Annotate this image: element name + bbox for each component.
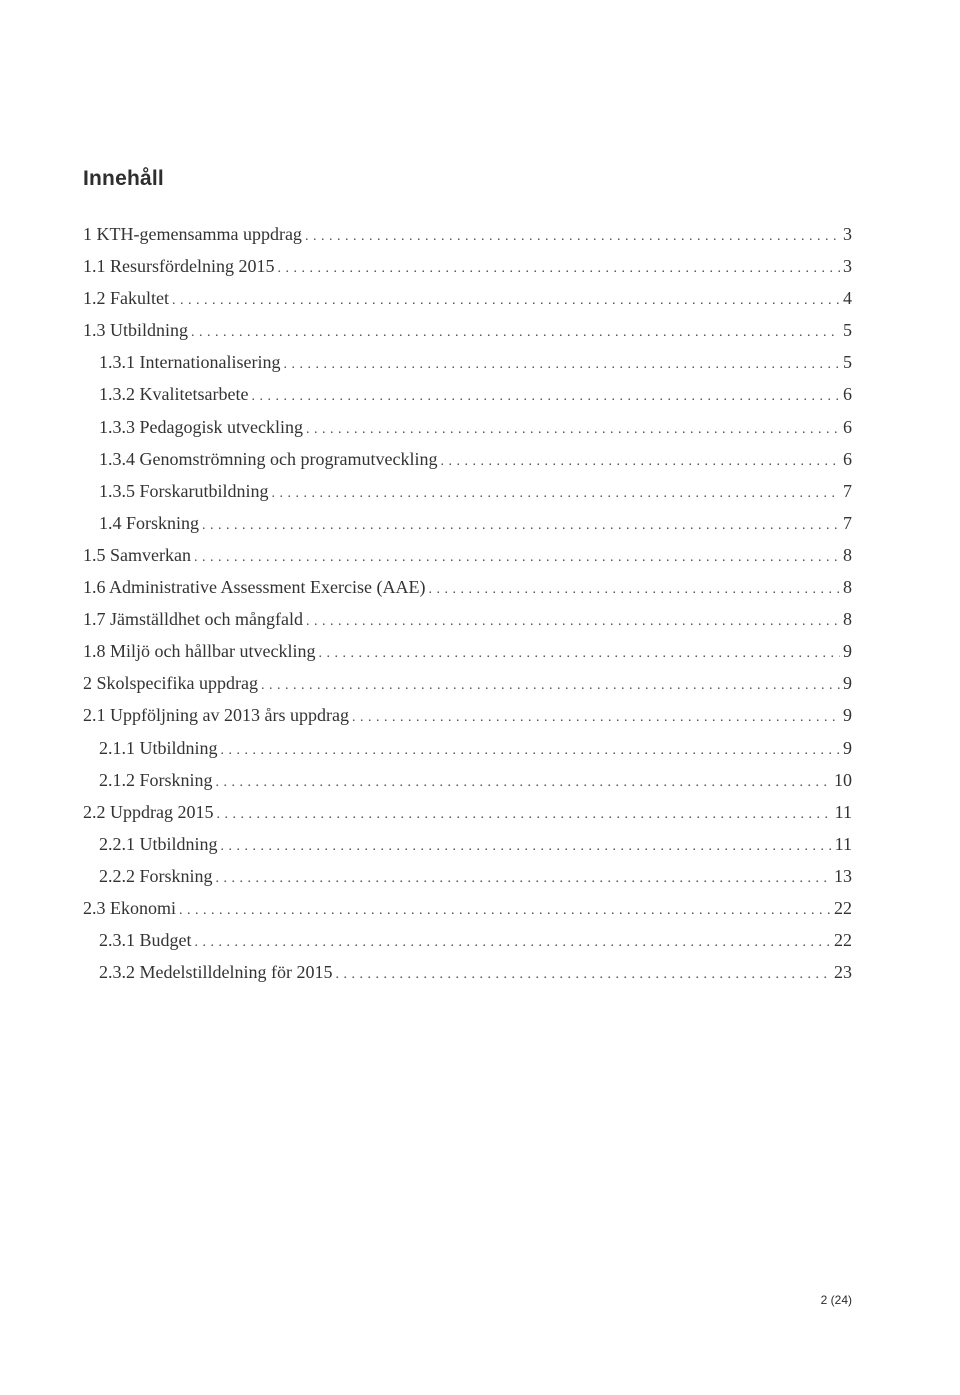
dot-leader — [191, 325, 840, 341]
toc-entry-page-number: 9 — [843, 705, 852, 726]
dot-leader — [318, 646, 840, 662]
toc-entry-page-number: 9 — [843, 737, 852, 758]
toc-entry[interactable] — [0, 599, 960, 631]
toc-entry-label: 1.3.2 Kvalitetsarbete — [99, 384, 249, 405]
toc-entry-page-number: 5 — [843, 352, 852, 373]
toc-entry[interactable] — [0, 471, 960, 503]
dot-leader — [202, 518, 840, 534]
toc-entry[interactable] — [0, 824, 960, 856]
dot-leader — [352, 710, 840, 726]
toc-heading: Innehåll — [83, 167, 164, 190]
dot-leader — [221, 839, 832, 855]
toc-entry-page-number: 8 — [843, 544, 852, 565]
toc-entry[interactable] — [0, 310, 960, 342]
dot-leader — [194, 550, 840, 566]
toc-entry[interactable] — [0, 663, 960, 695]
toc-entry-label: 1.4 Forskning — [99, 512, 200, 533]
toc-entry-page-number: 6 — [843, 448, 852, 469]
toc-entry[interactable] — [0, 856, 960, 888]
toc-entry[interactable] — [0, 407, 960, 439]
table-of-contents — [0, 214, 960, 984]
toc-entry-label: 1.3.1 Internationalisering — [99, 352, 281, 373]
toc-entry-label: 2.3.1 Budget — [99, 930, 192, 951]
dot-leader — [216, 775, 831, 791]
toc-entry-page-number: 7 — [843, 480, 852, 501]
toc-entry-page-number: 3 — [843, 256, 852, 277]
toc-entry-label: 1.1 Resursfördelning 2015 — [83, 256, 275, 277]
toc-entry-page-number: 6 — [843, 416, 852, 437]
toc-entry-label: 1.3.5 Forskarutbildning — [99, 480, 269, 501]
dot-leader — [440, 454, 840, 470]
toc-entry-label: 2.1 Uppföljning av 2013 års uppdrag — [83, 705, 349, 726]
toc-entry[interactable] — [0, 278, 960, 310]
toc-entry-label: 2.3 Ekonomi — [83, 897, 176, 918]
toc-entry-page-number: 7 — [843, 512, 852, 533]
toc-entry-label: 1.6 Administrative Assessment Exercise (AAE) — [83, 577, 426, 598]
dot-leader — [179, 903, 831, 919]
dot-leader — [306, 422, 840, 438]
toc-entry[interactable] — [0, 342, 960, 374]
dot-leader — [172, 293, 840, 309]
toc-entry-label: 2.2 Uppdrag 2015 — [83, 801, 214, 822]
page-number: 2 (24) — [820, 1293, 852, 1307]
toc-entry-page-number: 9 — [843, 673, 852, 694]
dot-leader — [335, 967, 831, 983]
toc-entry-label: 1.3 Utbildning — [83, 320, 189, 341]
toc-entry-page-number: 13 — [834, 865, 852, 886]
toc-entry-page-number: 8 — [843, 609, 852, 630]
toc-entry-label: 2.2.2 Forskning — [99, 865, 213, 886]
toc-entry-label: 1.2 Fakultet — [83, 288, 169, 309]
toc-entry-label: 2.1.2 Forskning — [99, 769, 213, 790]
toc-entry-page-number: 3 — [843, 224, 852, 244]
toc-entry-label: 1.3.4 Genomströmning och programutveckling — [99, 448, 438, 469]
toc-entry-label: 1.5 Samverkan — [83, 544, 191, 565]
dot-leader — [305, 229, 840, 245]
toc-entry[interactable] — [0, 631, 960, 663]
toc-entry-page-number: 11 — [834, 801, 852, 822]
toc-entry-page-number: 10 — [834, 769, 852, 790]
dot-leader — [251, 389, 840, 405]
toc-entry[interactable] — [0, 952, 960, 984]
dot-leader — [283, 357, 840, 373]
toc-entry-label: 2.3.2 Medelstilldelning för 2015 — [99, 962, 333, 983]
toc-entry[interactable] — [0, 246, 960, 278]
toc-entry-label: 1 KTH-gemensamma uppdrag — [83, 224, 302, 244]
toc-entry-label: 1.8 Miljö och hållbar utveckling — [83, 641, 316, 662]
dot-leader — [216, 871, 831, 887]
toc-entry[interactable] — [0, 214, 960, 246]
dot-leader — [221, 743, 840, 759]
toc-entry[interactable] — [0, 920, 960, 952]
toc-entry-page-number: 8 — [843, 577, 852, 598]
toc-entry-page-number: 22 — [834, 897, 852, 918]
dot-leader — [261, 678, 840, 694]
toc-entry[interactable] — [0, 728, 960, 760]
toc-entry[interactable] — [0, 374, 960, 406]
toc-entry-page-number: 5 — [843, 320, 852, 341]
toc-entry-label: 2 Skolspecifika uppdrag — [83, 673, 258, 694]
toc-entry[interactable] — [0, 792, 960, 824]
toc-entry-page-number: 4 — [843, 288, 852, 309]
toc-entry-page-number: 22 — [834, 930, 852, 951]
toc-entry-label: 2.2.1 Utbildning — [99, 833, 218, 854]
toc-entry[interactable] — [0, 503, 960, 535]
toc-entry[interactable] — [0, 567, 960, 599]
dot-leader — [195, 935, 832, 951]
toc-entry[interactable] — [0, 439, 960, 471]
toc-entry[interactable] — [0, 535, 960, 567]
toc-entry-page-number: 6 — [843, 384, 852, 405]
toc-entry[interactable] — [0, 888, 960, 920]
dot-leader — [272, 486, 841, 502]
toc-entry-page-number: 9 — [843, 641, 852, 662]
toc-entry[interactable] — [0, 695, 960, 727]
dot-leader — [428, 582, 840, 598]
dot-leader — [277, 261, 840, 277]
toc-entry-label: 2.1.1 Utbildning — [99, 737, 218, 758]
toc-entry-label: 1.7 Jämställdhet och mångfald — [83, 609, 303, 630]
toc-entry-page-number: 23 — [834, 962, 852, 983]
toc-entry-page-number: 11 — [834, 833, 852, 854]
dot-leader — [216, 807, 831, 823]
toc-entry-label: 1.3.3 Pedagogisk utveckling — [99, 416, 303, 437]
dot-leader — [306, 614, 840, 630]
toc-entry[interactable] — [0, 760, 960, 792]
